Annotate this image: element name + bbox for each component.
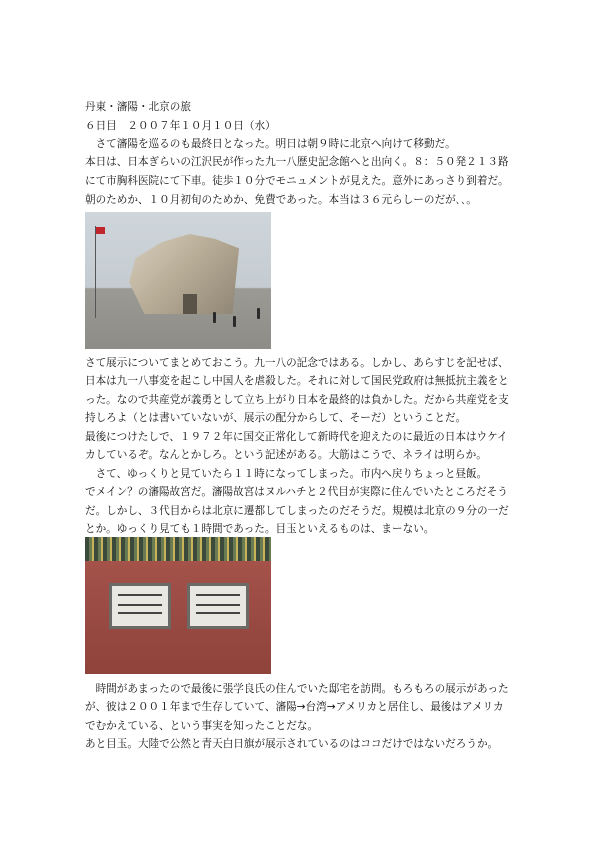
paragraph2-line: でメイン？の瀋陽故宮だ。瀋陽故宮はヌルハチと２代目が実際に住んでいたところだそう (85, 486, 508, 498)
flag (96, 227, 105, 234)
paragraph2-line: 持しろよ（とは書いていないが、展示の配分からして、そーだ）ということだ。 (85, 412, 467, 424)
paragraph2-line: った。なので共産党が義勇として立ち上がり日本を最終的は負かした。だから共産党を支 (85, 394, 509, 406)
paragraph1-line: さて瀋陽を巡るのも最終日となった。明日は朝９時に北京へ向けて移動だ。 (85, 138, 456, 150)
paragraph2-line: さて展示についてまとめておこう。九一八の記念ではある。しかし、あらすじを記せば、 (85, 357, 509, 369)
paragraph2-line: だ。しかし、３代目からは北京に遷都してしまったのだそうだ。規模は北京の９分の一だ (85, 505, 509, 517)
monument-entrance (183, 294, 197, 314)
palace-wall-photo (85, 537, 271, 674)
paragraph3-line: でむかえている、という事実を知ったことだな。 (85, 720, 319, 732)
paragraph3-line: が、彼は２００１年まで生存していて、瀋陽→台湾→アメリカと居住し、最後はアメリカ (85, 701, 504, 713)
paragraph2-line: 日本は九一八事変を起こし中国人を虐殺した。それに対して国民党政府は無抵抗主義をと (85, 375, 509, 387)
wall-plaque-right (187, 583, 249, 629)
paragraph3-line: あと目玉。大陸で公然と青天白日旗が展示されているのはココだけではないだろうか。 (85, 738, 499, 750)
paragraph2-line: さて、ゆっくりと見ていたら１１時になってしまった。市内へ戻りちょっと昼飯。 (85, 468, 488, 480)
paragraph1-line: 本日は、日本ぎらいの江沢民が作った九一八歴史記念館へと出向く。８：５０発２１３路 (85, 156, 509, 168)
monument-photo (85, 212, 271, 349)
paragraph2-line: とか。ゆっくり見ても１時間であった。目玉といえるものは、まーない。 (85, 523, 435, 535)
paragraph2-line: カしているぞ。なんとかしろ。という記述がある。大筋はこうで、ネライは明らか。 (85, 449, 487, 461)
paragraph2-line: 最後につけたしで、１９７２年に国交正常化して新時代を迎えたのに最近の日本はウケイ (85, 431, 508, 443)
flagpole (95, 226, 96, 318)
person-figure (213, 312, 216, 323)
date-line: ６日目 ２００７年１０月１０日（水） (85, 120, 276, 132)
page-heading: 丹東・瀋陽・北京の旅 (85, 101, 191, 113)
paragraph1-line: 朝のためか、１０月初旬のためか、免費であった。本当は３６元らしーのだが､､。 (85, 194, 477, 206)
person-figure (257, 308, 260, 319)
wall-plaque-left (109, 583, 171, 629)
person-figure (233, 316, 236, 327)
roof-eaves (85, 537, 271, 561)
paragraph1-line: にて市胸科医院にて下車。徒歩１０分でモニュメントが見えた。意外にあっさり到着だ。 (85, 175, 509, 187)
paragraph3-line: 時間があまったので最後に張学良氏の住んでいた邸宅を訪問。もろもろの展示があった (85, 683, 509, 695)
